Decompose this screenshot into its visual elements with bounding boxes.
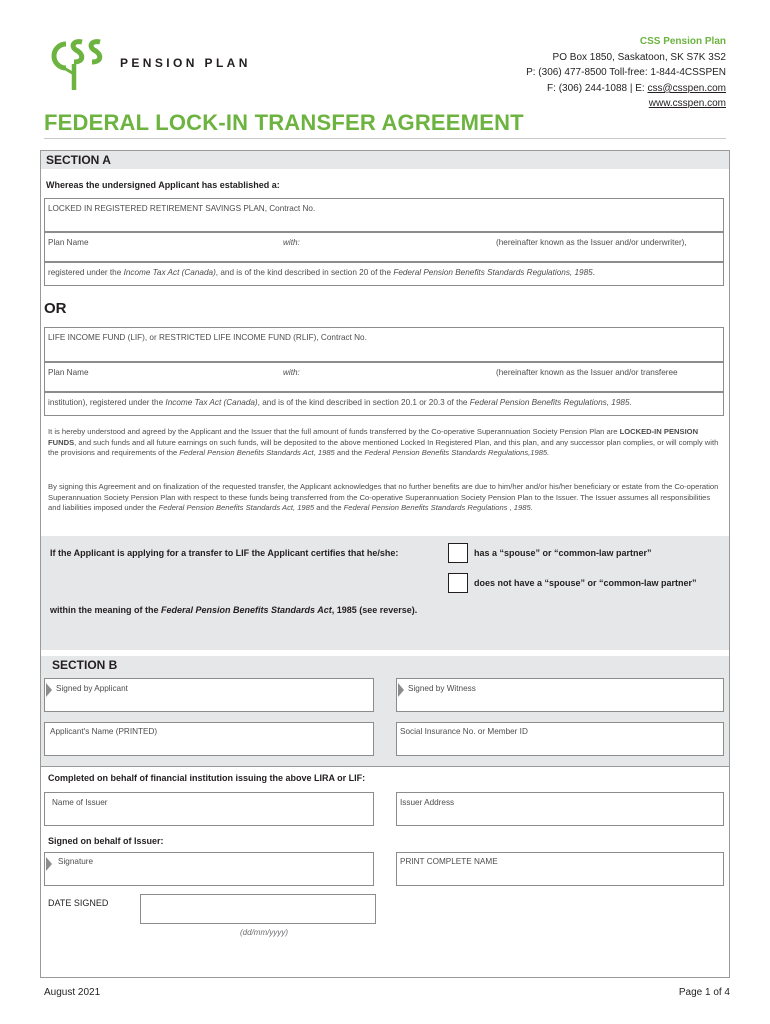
footer-date: August 2021 xyxy=(44,987,101,998)
issuer-note-2: (hereinafter known as the Issuer and/or transferee xyxy=(496,368,678,377)
date-signed-label: DATE SIGNED xyxy=(48,898,109,908)
plan-name-label-2: Plan Name xyxy=(48,368,89,377)
lira-label: LOCKED IN REGISTERED RETIREMENT SAVINGS PLAN, Contract No. xyxy=(48,204,316,213)
section-a-intro: Whereas the undersigned Applicant has established a: xyxy=(46,180,280,190)
no-spouse-label: does not have a “spouse” or “common-law partner” xyxy=(474,578,697,588)
plan-name-field-1[interactable] xyxy=(44,232,724,262)
issuer-name-label: Name of Issuer xyxy=(52,798,108,807)
css-tree-logo-icon xyxy=(44,34,108,92)
section-a-heading: SECTION A xyxy=(46,153,111,167)
agreement-paragraph-2: By signing this Agreement and on finalization of the requested transfer, the Applicant acknowledges that no further benefits are due to him/her and/or his/her beneficiary or estate from the Co-operation Superannuation Society Pension Plan with respect to these funds being transferred from the Co-operative Superannuation Society Pension Plan to the Issuer. The Issuer assumes all responsibilities and liabilities imposed under the Federal Pension Benefits Standards Act, 1985 and the Federal Pension Benefits Standards Regulations , 1985. xyxy=(48,482,719,513)
logo xyxy=(44,34,264,94)
fax-email xyxy=(526,81,726,97)
sign-here-arrow-icon xyxy=(398,683,404,697)
with-label-2: with: xyxy=(283,368,300,377)
sign-here-arrow-icon xyxy=(46,857,52,871)
applicant-name-label: Applicant's Name (PRINTED) xyxy=(50,727,158,736)
website-link[interactable]: www.csspen.com xyxy=(648,98,726,110)
within-meaning-text: within the meaning of the Federal Pension Benefits Standards Act, 1985 (see reverse). xyxy=(50,605,418,615)
has-spouse-label: has a “spouse” or “common-law partner” xyxy=(474,548,652,558)
signed-witness-label: Signed by Witness xyxy=(408,684,476,693)
footer-page-number: Page 1 of 4 xyxy=(678,987,730,998)
lif-label: LIFE INCOME FUND (LIF), or RESTRICTED LIFE INCOME FUND (RLIF), Contract No. xyxy=(48,333,367,342)
date-format-hint: (dd/mm/yyyy) xyxy=(240,928,288,937)
lif-certify-text: If the Applicant is applying for a transfer to LIF the Applicant certifies that he/she: xyxy=(50,548,399,558)
or-separator: OR xyxy=(44,300,67,317)
address: PO Box 1850, Saskatoon, SK S7K 3S2 xyxy=(552,51,726,63)
issuer-section-divider xyxy=(41,766,729,767)
section-b-heading: SECTION B xyxy=(52,658,118,672)
sin-label: Social Insurance No. or Member ID xyxy=(400,727,528,736)
org-name: CSS Pension Plan xyxy=(639,36,726,47)
with-label-1: with: xyxy=(283,238,300,247)
section-a-band xyxy=(41,151,729,169)
agreement-paragraph-1: It is hereby understood and agreed by the Applicant and the Issuer that the full amount of funds transferred by the Co-operative Superannuation Society Pension Plan are LOCKED-IN PENSION FUNDS, and such funds and all future earnings on such funds, will be deposited to the above mentioned Locked In Registered Plan, and this plan, and any successor plan complies, or will comply with the provisions and requirements of the Federal Pension Benefits Standards Act, 1985 and the Federal Pension Benefits Standards Regulations,1985. xyxy=(48,427,719,458)
issuer-signature-field[interactable] xyxy=(44,852,374,886)
date-signed-field[interactable] xyxy=(140,894,376,924)
has-spouse-checkbox[interactable] xyxy=(448,543,468,563)
signed-applicant-label: Signed by Applicant xyxy=(56,684,128,693)
print-name-label: PRINT COMPLETE NAME xyxy=(400,857,498,866)
title-divider xyxy=(44,138,726,139)
signature-label: Signature xyxy=(58,857,94,866)
phone: P: (306) 477-8500 Toll-free: 1-844-4CSSPEN xyxy=(526,67,726,79)
issuer-address-label: Issuer Address xyxy=(400,798,455,807)
plan-name-label-1: Plan Name xyxy=(48,238,89,247)
registered-text-1: registered under the Income Tax Act (Canada), and is of the kind described in section 20 of the Federal Pension Benefits Standards Regulations, 1985. xyxy=(48,268,595,277)
completed-behalf-text: Completed on behalf of financial institution issuing the above LIRA or LIF: xyxy=(48,773,366,783)
signed-issuer-text: Signed on behalf of Issuer: xyxy=(48,836,164,846)
fax: F: (306) 244-1088 | E: xyxy=(547,82,648,94)
plan-name-field-2[interactable] xyxy=(44,362,724,392)
sign-here-arrow-icon xyxy=(46,683,52,697)
issuer-note-1: (hereinafter known as the Issuer and/or underwriter), xyxy=(496,238,687,247)
email-link[interactable]: css@csspen.com xyxy=(647,82,726,94)
registered-text-2: institution), registered under the Income Tax Act (Canada), and is of the kind described in section 20.1 or 20.3 of the Federal Pension Benefits Regulations, 1985. xyxy=(48,398,632,407)
contact-block xyxy=(526,34,726,112)
no-spouse-checkbox[interactable] xyxy=(448,573,468,593)
page-title: FEDERAL LOCK-IN TRANSFER AGREEMENT xyxy=(44,110,524,135)
logo-caption: PENSION PLAN xyxy=(120,56,251,70)
